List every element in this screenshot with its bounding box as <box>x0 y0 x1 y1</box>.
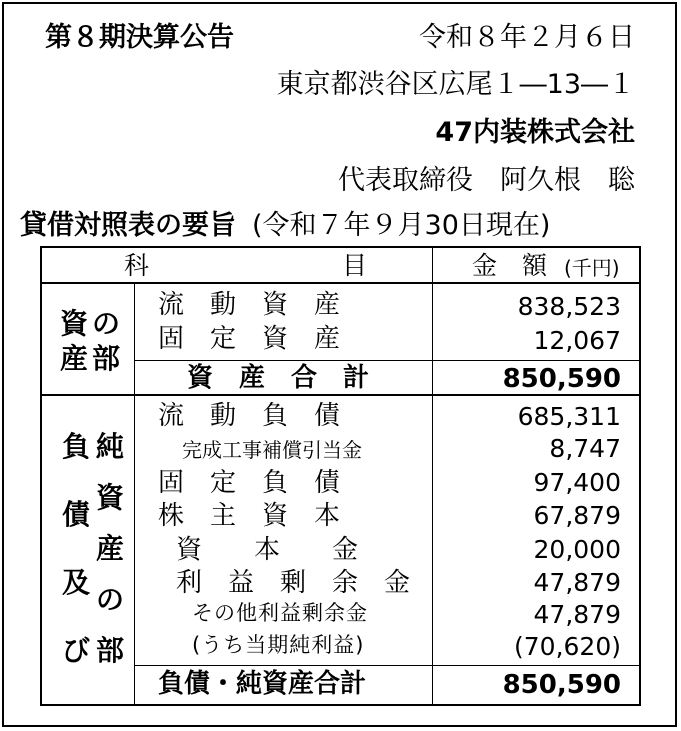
liab-label-2: 債 <box>62 498 91 531</box>
liab-label-3: 及 <box>62 566 91 599</box>
row-warranty-reserve-label: 完成工事補償引当金 <box>182 438 362 462</box>
liabilities-equity-total-label: 負債・純資産合計 <box>158 669 367 699</box>
row-capital-stock-label: 資 本 金 <box>176 535 359 565</box>
row-current-assets-label: 流 動 資 産 <box>158 290 341 320</box>
row-fixed-liabilities-value: 97,400 <box>533 468 621 497</box>
liabilities-total-rule <box>134 665 639 666</box>
row-other-retained-earnings-label: その他利益剰余金 <box>192 601 368 625</box>
row-retained-earnings-value: 47,879 <box>533 568 621 597</box>
assets-total-label: 資 産 合 計 <box>187 363 370 393</box>
row-current-liabilities-value: 685,311 <box>517 402 621 431</box>
row-fixed-assets-value: 12,067 <box>533 326 621 355</box>
section-rule <box>42 394 639 396</box>
representative-name: 代表取締役 阿久根 聡 <box>338 165 635 196</box>
equity-label-4: の <box>96 583 125 616</box>
row-fixed-assets-label: 固 定 資 産 <box>158 324 341 354</box>
row-net-income-value: (70,620) <box>514 632 621 661</box>
column-header-item-left: 科 <box>124 251 150 280</box>
header-rule <box>42 282 639 284</box>
equity-label-2: 資 <box>96 481 125 514</box>
liabilities-equity-total-value: 850,590 <box>502 670 621 700</box>
assets-section-label-line1: 資の <box>60 307 125 340</box>
liab-label-1: 負 <box>62 430 91 463</box>
section-divider-line <box>134 282 135 704</box>
row-other-retained-earnings-value: 47,879 <box>533 600 621 629</box>
notice-title: 第８期決算公告 <box>45 22 234 53</box>
row-warranty-reserve-value: 8,747 <box>549 434 621 463</box>
row-retained-earnings-label: 利 益 剰 余 金 <box>176 568 411 598</box>
row-capital-stock-value: 20,000 <box>533 535 621 564</box>
equity-label-3: 産 <box>96 532 125 565</box>
assets-total-value: 850,590 <box>502 364 621 394</box>
row-current-assets-value: 838,523 <box>517 292 621 321</box>
column-header-amount: 金 額 <box>472 251 548 280</box>
row-net-income-label: (うち当期純利益) <box>192 633 365 657</box>
company-address: 東京都渋谷区広尾１―13―１ <box>276 69 635 100</box>
row-current-liabilities-label: 流 動 負 債 <box>158 401 341 431</box>
equity-label-1: 純 <box>96 430 125 463</box>
row-shareholders-equity-value: 67,879 <box>533 501 621 530</box>
row-fixed-liabilities-label: 固 定 負 債 <box>158 468 341 498</box>
amount-divider-line <box>432 248 433 704</box>
assets-section-label-line2: 産部 <box>60 342 125 375</box>
notice-date: 令和８年２月６日 <box>419 22 635 53</box>
liab-label-4: び <box>62 634 91 667</box>
balance-sheet-table <box>40 246 641 706</box>
equity-label-5: 部 <box>96 634 125 667</box>
column-header-item-right: 目 <box>342 251 368 280</box>
column-header-unit: (千円) <box>564 256 620 280</box>
statement-title: 貸借対照表の要旨 <box>20 210 236 241</box>
company-name: 47内装株式会社 <box>435 117 635 148</box>
statement-period: (令和７年９月30日現在) <box>252 210 551 241</box>
assets-total-rule <box>134 360 639 361</box>
row-shareholders-equity-label: 株 主 資 本 <box>158 501 341 531</box>
